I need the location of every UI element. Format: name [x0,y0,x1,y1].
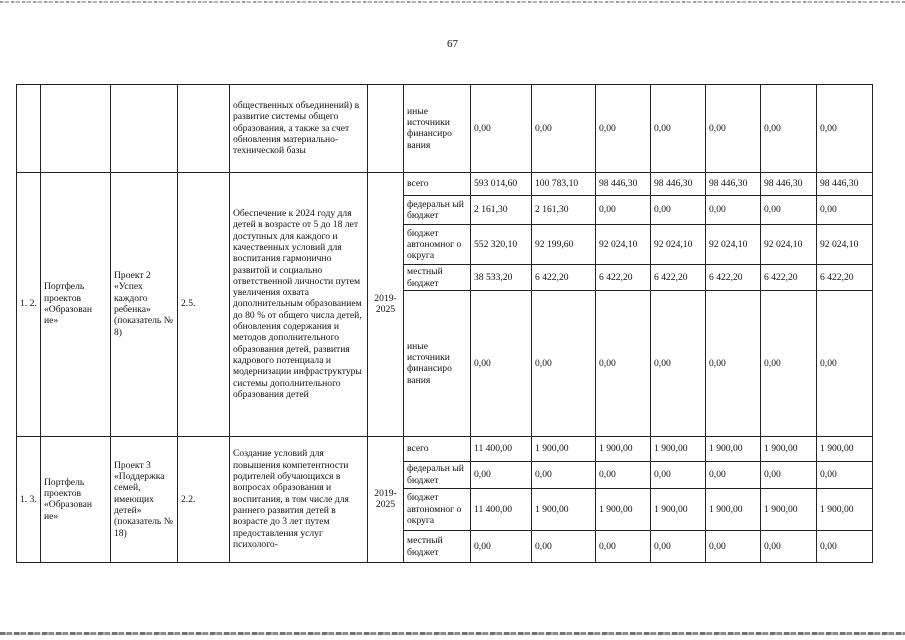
value-cell: 92 024,10 [706,224,761,265]
value-cell: 0,00 [761,531,817,563]
table-row [17,172,873,195]
value-cell: 1 900,00 [817,488,873,531]
value-cell: 1 900,00 [761,488,817,531]
value-cell: 92 024,10 [817,224,873,265]
table-row [17,436,873,461]
code-cell: 2.5. [178,172,230,436]
value-cell: 98 446,30 [596,172,651,195]
value-cell: 2 161,30 [471,196,532,225]
scan-edge-top [0,1,905,3]
value-cell: 0,00 [817,462,873,488]
funding-source: всего [404,172,471,195]
value-cell: 0,00 [532,531,596,563]
value-cell: 0,00 [817,196,873,225]
value-cell: 98 446,30 [706,172,761,195]
description-cell: общественных объединений) в развитие системы общего образования, а также за счет обновления материально-технической базы [230,85,368,173]
funding-source: иные источники финансиро вания [404,85,471,173]
value-cell: 0,00 [761,196,817,225]
value-cell: 0,00 [651,531,706,563]
value-cell: 92 024,10 [596,224,651,265]
period-cell: 2019-2025 [368,436,404,562]
value-cell: 0,00 [817,531,873,563]
index-cell: 1. 3. [17,436,41,562]
value-cell: 0,00 [706,85,761,173]
value-cell: 0,00 [817,85,873,173]
funding-source: бюджет автономног о округа [404,224,471,265]
value-cell: 11 400,00 [471,436,532,461]
value-cell: 1 900,00 [532,488,596,531]
value-cell: 1 900,00 [706,436,761,461]
value-cell: 6 422,20 [761,265,817,290]
project-cell: Проект 2 «Успех каждого ребенка» (показатель № 8) [111,172,178,436]
funding-source: федеральн ый бюджет [404,196,471,225]
code-cell [178,85,230,173]
funding-source: бюджет автономног о округа [404,488,471,531]
description-cell: Обеспечение к 2024 году для детей в возрасте от 5 до 18 лет доступных для каждого и качественных условий для воспитания гармонично развитой и социально ответственной личности путем увеличения охвата дополнительным образованием до 80 % от общего числа детей, обновления содержания и методов дополнительного образования детей, развития кадрового потенциала и модернизации инфраструктуры системы дополнительного образования детей [230,172,368,436]
value-cell: 0,00 [532,462,596,488]
value-cell: 0,00 [706,290,761,436]
value-cell: 0,00 [596,85,651,173]
scan-edge-bottom [0,632,905,635]
value-cell: 11 400,00 [471,488,532,531]
value-cell: 593 014,60 [471,172,532,195]
value-cell: 0,00 [761,462,817,488]
funding-table [16,84,873,563]
value-cell: 6 422,20 [596,265,651,290]
value-cell: 552 320,10 [471,224,532,265]
period-cell [368,85,404,173]
funding-source: местный бюджет [404,265,471,290]
value-cell: 0,00 [471,85,532,173]
value-cell: 0,00 [761,290,817,436]
index-cell: 1. 2. [17,172,41,436]
value-cell: 0,00 [706,196,761,225]
value-cell: 0,00 [651,462,706,488]
value-cell: 1 900,00 [706,488,761,531]
value-cell: 0,00 [596,531,651,563]
value-cell: 1 900,00 [817,436,873,461]
project-cell: Проект 3 «Поддержка семей, имеющих детей» (показатель № 18) [111,436,178,562]
value-cell: 98 446,30 [761,172,817,195]
value-cell: 1 900,00 [651,488,706,531]
value-cell: 0,00 [817,290,873,436]
value-cell: 0,00 [651,196,706,225]
value-cell: 92 199,60 [532,224,596,265]
page-number: 67 [447,38,458,50]
value-cell: 0,00 [471,531,532,563]
value-cell: 6 422,20 [817,265,873,290]
value-cell: 0,00 [471,290,532,436]
value-cell: 0,00 [651,85,706,173]
project-cell [111,85,178,173]
value-cell: 0,00 [532,290,596,436]
value-cell: 98 446,30 [817,172,873,195]
value-cell: 0,00 [706,462,761,488]
value-cell: 2 161,30 [532,196,596,225]
value-cell: 38 533,20 [471,265,532,290]
value-cell: 0,00 [596,462,651,488]
funding-source: всего [404,436,471,461]
value-cell: 0,00 [471,462,532,488]
code-cell: 2.2. [178,436,230,562]
value-cell: 1 900,00 [761,436,817,461]
table-row [17,85,873,173]
value-cell: 1 900,00 [651,436,706,461]
value-cell: 1 900,00 [596,436,651,461]
value-cell: 0,00 [596,196,651,225]
value-cell: 6 422,20 [706,265,761,290]
value-cell: 0,00 [532,85,596,173]
portfolio-cell [41,85,111,173]
index-cell [17,85,41,173]
portfolio-cell: Портфель проектов «Образован ие» [41,172,111,436]
portfolio-cell: Портфель проектов «Образован ие» [41,436,111,562]
description-cell: Создание условий для повышения компетентности родителей обучающихся в вопросах образования и воспитания, в том числе для раннего развития детей в возрасте до 3 лет путем предоставления услуг психолого- [230,436,368,562]
funding-source: федеральн ый бюджет [404,462,471,488]
value-cell: 1 900,00 [532,436,596,461]
funding-source: иные источники финансиро вания [404,290,471,436]
value-cell: 0,00 [706,531,761,563]
value-cell: 6 422,20 [532,265,596,290]
value-cell: 0,00 [596,290,651,436]
value-cell: 0,00 [651,290,706,436]
value-cell: 6 422,20 [651,265,706,290]
period-cell: 2019-2025 [368,172,404,436]
value-cell: 92 024,10 [761,224,817,265]
value-cell: 0,00 [761,85,817,173]
value-cell: 92 024,10 [651,224,706,265]
funding-source: местный бюджет [404,531,471,563]
value-cell: 98 446,30 [651,172,706,195]
value-cell: 100 783,10 [532,172,596,195]
value-cell: 1 900,00 [596,488,651,531]
